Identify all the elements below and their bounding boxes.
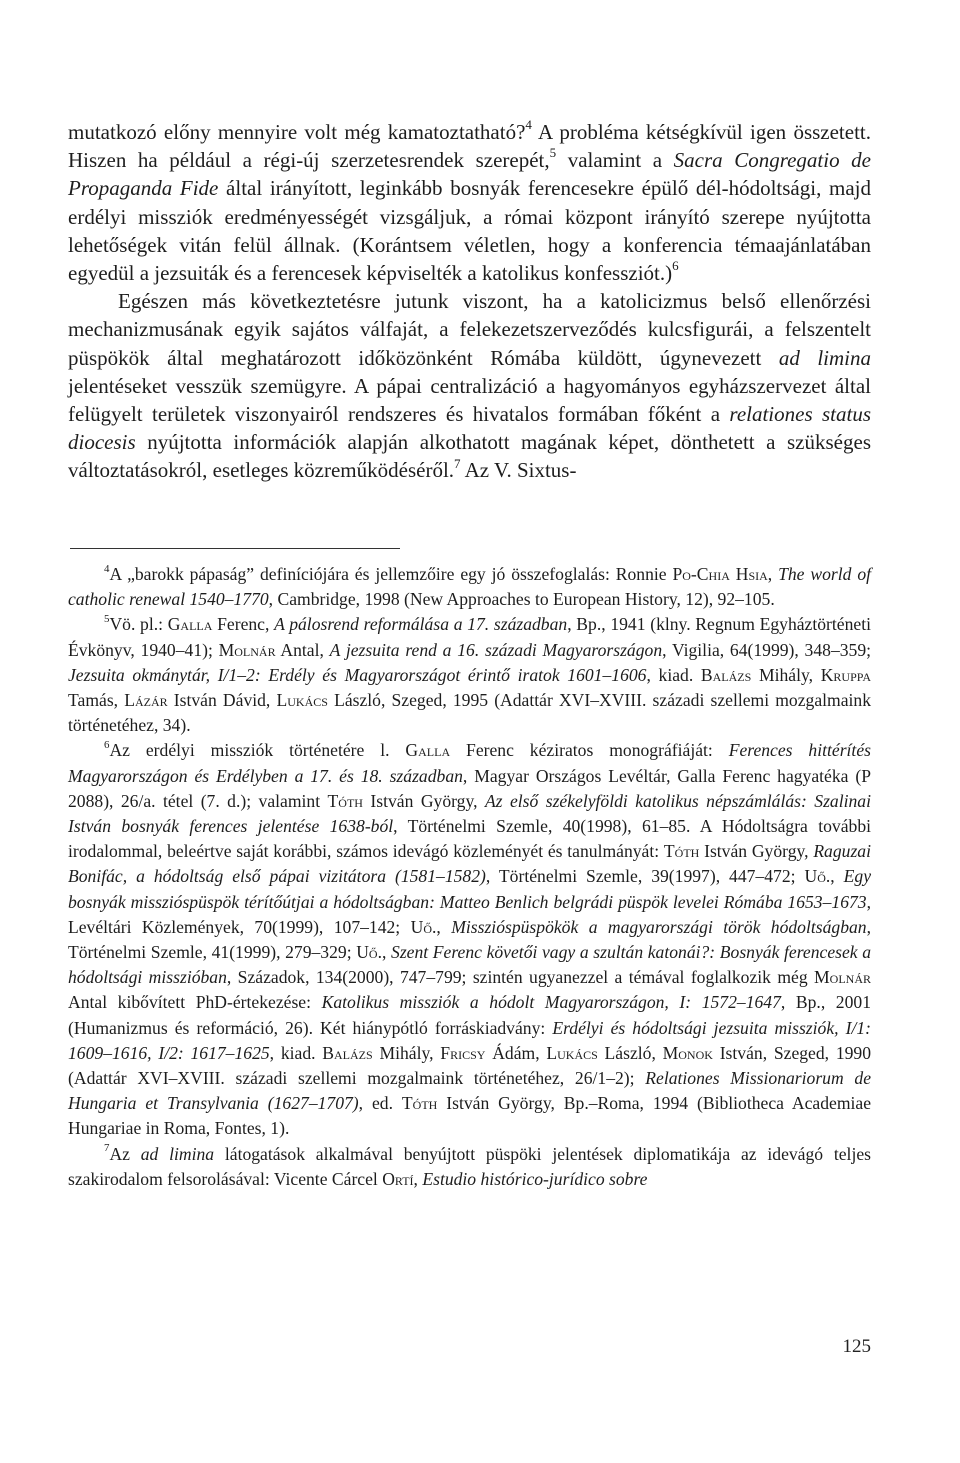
italic-title: A jezsuita rend a 16. századi Magyarországon: [329, 639, 663, 660]
text-run: , Cambridge, 1998 (New Approaches to European History, 12), 92–105.: [268, 589, 775, 610]
text-run: ,: [767, 564, 779, 584]
text-run: , Történelmi Szemle, 41(1999), 279–329;: [68, 916, 871, 963]
text-run: Az erdélyi missziók történetére l.: [109, 740, 406, 761]
author-name: Lukács: [276, 690, 328, 711]
author-name: Lukács: [546, 1042, 598, 1063]
footnote-number: 7: [104, 1142, 110, 1155]
text-run: mutatkozó előny mennyire volt még kamatoztatható?: [68, 120, 526, 144]
footnote-ref-6[interactable]: 6: [672, 258, 679, 274]
text-run: valamint a: [556, 148, 674, 173]
text-run: Antal,: [275, 639, 330, 660]
footnote-6: [68, 738, 871, 1141]
text-run: István György,: [699, 841, 814, 862]
text-run: Ferenc,: [212, 614, 275, 635]
text-run: Tamás,: [68, 690, 125, 711]
text-run: , Vigilia, 64(1999), 348–359;: [662, 639, 872, 660]
italic-title: Szent Ferenc követői vagy a szultán katonái?: Bosnyák ferencesek a hódoltsági misszióban: [68, 942, 872, 988]
text-run: Ferenc kéziratos monográfiáját:: [450, 740, 729, 761]
text-run: nyújtotta információk alapján alkothatott magának képet, dönthetett a szükséges változtatásokról, esetleges közreműködéséről.: [68, 430, 871, 483]
text-run: látogatások alkalmával benyújtott püspöki jelentések diplomatikája az idevágó teljes szakirodalom felsorolásával: Vicente Cárcel: [68, 1143, 871, 1189]
text-run: László,: [597, 1042, 663, 1063]
paragraph-1: [68, 118, 871, 287]
italic-term: ad limina: [778, 345, 871, 370]
italic-title: The world of catholic renewal 1540–1770: [68, 564, 872, 610]
text-run: István Dávid,: [167, 690, 277, 711]
author-name: Galla: [167, 614, 213, 635]
text-run: , Levéltári Közlemények, 70(1999), 107–142;: [68, 891, 871, 937]
italic-title: Raguzai Bonifác, a hódoltság első pápai vizitátora (1581–1582): [68, 841, 871, 887]
text-run: , Bp., 1941 (klny. Regnum Egyháztörténeti Évkönyv, 1940–41);: [68, 614, 871, 660]
footnote-5: [68, 612, 871, 738]
italic-title: Katolikus missziók a hódolt Magyarországon, I: 1572–1647: [321, 992, 781, 1013]
text-run: A probléma kétségkívül igen összetett. Hiszen ha például a régi-új szerzetesrendek szerepét,: [68, 120, 872, 173]
text-run: Antal kibővített PhD-értekezése:: [68, 992, 322, 1013]
author-name: Ortí: [382, 1168, 414, 1189]
author-name: Tóth: [401, 1093, 438, 1114]
footnote-number: 5: [104, 612, 110, 625]
italic-term: relationes status diocesis: [68, 402, 871, 455]
text-run: A „barokk pápaság” definíciójára és jellemzőire egy jó összefoglalás: Ronnie: [109, 564, 673, 584]
footnote-ref-7[interactable]: 7: [454, 455, 461, 471]
footnote-number: 4: [104, 562, 110, 575]
page-number: 125: [842, 1336, 871, 1357]
author-name: Lázár: [124, 690, 168, 711]
footnotes: [68, 562, 871, 1192]
text-run: ,: [830, 866, 844, 887]
footnote-ref-4[interactable]: 4: [525, 117, 532, 133]
text-run: , Történelmi Szemle, 39(1997), 447–472;: [485, 866, 805, 887]
italic-term: ad limina: [140, 1143, 215, 1164]
text-run: , Magyar Országos Levéltár, Galla Ferenc hagyatéka (P 2088), 26/a. tétel (7. d.); valamint: [68, 765, 871, 811]
paragraph-2: [68, 287, 871, 484]
italic-title: Egy bosnyák misszióspüspök térítőútjai a hódoltságban: Matteo Benlich belgrádi püspök levelei Rómába 1653–1673: [68, 866, 872, 912]
text-run: István György, Bp.–Roma, 1994 (Bibliotheca Academiae Hungariae in Roma, Fontes, 1).: [68, 1093, 872, 1139]
author-name: Tóth: [327, 790, 363, 811]
author-name: Balázs: [322, 1042, 373, 1063]
author-name: Kruppa: [820, 664, 871, 685]
text-run: Egészen más következtetésre jutunk viszont, ha a katolicizmus belső ellenőrzési mechanizmusának egyik sajátos válfaját, a felekezetszerveződés kulcsfigurái, a felszentelt püspökök által meghatározott időközönként Rómába küldött, úgynevezett: [68, 289, 871, 370]
italic-term: Sacra Congregatio de Propaganda Fide: [68, 148, 871, 201]
text-run: , kiad.: [646, 664, 701, 685]
author-name: Uő.: [356, 942, 382, 963]
footnote-4: [68, 562, 871, 612]
text-run: Az V. Sixtus-: [460, 458, 577, 483]
text-run: jelentéseket vesszük szemügyre. A pápai centralizáció a hagyományos egyházszervezet által felügyelt területek viszonyairól rendszeres és hivatalos formában főként a: [68, 373, 871, 427]
footnote-ref-5[interactable]: 5: [549, 145, 557, 161]
text-run: , Bp., 2001 (Humanizmus és reformáció, 26). Két hiánypótló forráskiadvány:: [68, 992, 871, 1038]
text-run: ,: [436, 916, 452, 937]
italic-title: Ferences hittérítés Magyarországon és Erdélyben a 17. és 18. században: [68, 740, 871, 786]
italic-title: Misszióspüspökök a magyarországi török hódoltságban: [451, 916, 867, 937]
italic-title: A pálosrend reformálása a 17. században: [274, 614, 568, 635]
footnote-number: 6: [104, 738, 110, 751]
text-run: által irányított, leginkább bosnyák ferencesekre épülő dél-hódoltsági, majd erdélyi missziók eredményességét vizsgáljuk, a római központ irányító szerepe nyújtotta lehetőségek vitán felül állnak. (Korántsem véletlen, hogy a konferencia témaajánlatában egyedül a jezsuiták és a ferencesek képviselték a katolikus konfessziót.): [68, 176, 871, 286]
author-name: Balázs: [700, 664, 752, 685]
text-run: , Történelmi Szemle, 40(1998), 61–85. A Hódoltságra további irodalommal, beleértve saját korábbi, számos idevágó közleményét és tanulmányát:: [68, 816, 872, 862]
footnote-7: [68, 1142, 871, 1192]
italic-title: Az első székelyföldi katolikus népszámlálás: Szalinai István bosnyák ferences jelentése 1638-ból: [68, 790, 871, 837]
italic-title: Estudio histórico-jurídico sobre: [422, 1168, 648, 1189]
author-name: Molnár: [814, 967, 871, 988]
text-run: Mihály,: [751, 664, 821, 685]
author-name: Uő.: [804, 866, 831, 887]
text-run: , kiad.: [269, 1042, 323, 1063]
text-run: Mihály,: [372, 1042, 441, 1063]
footnote-separator: [70, 548, 400, 549]
author-name: Tóth: [663, 841, 700, 862]
text-run: István, Szeged, 1990 (Adattár XVI–XVIII. századi szellemi mozgalmaink történetéhez, 26/1–2);: [68, 1042, 872, 1089]
author-name: Uő.: [410, 916, 437, 937]
text-run: ,: [413, 1168, 423, 1189]
italic-title: Relationes Missionariorum de Hungaria et Transylvania (1627–1707): [68, 1068, 872, 1114]
text-run: Ádám,: [485, 1042, 547, 1063]
text-run: ,: [382, 942, 392, 963]
text-run: , ed.: [358, 1093, 402, 1114]
text-run: Vö. pl.:: [109, 614, 168, 635]
author-name: Monok: [662, 1042, 713, 1063]
author-name: Galla: [405, 740, 451, 761]
text-run: István György,: [362, 790, 485, 811]
text-run: , Századok, 134(2000), 747–799; szintén ugyanezzel a témával foglalkozik még: [226, 967, 815, 988]
author-name: Po-Chia Hsia: [672, 564, 768, 584]
italic-title: Erdélyi és hódoltsági jezsuita missziók, I/1: 1609–1616, I/2: 1617–1625: [68, 1017, 872, 1063]
italic-title: Jezsuita okmánytár, I/1–2: Erdély és Magyarországot érintő iratok 1601–1606: [68, 664, 647, 685]
author-name: Molnár: [218, 639, 276, 660]
main-text: [68, 118, 871, 485]
text-run: Az: [109, 1143, 141, 1164]
author-name: Fricsy: [440, 1042, 486, 1063]
text-run: László, Szeged, 1995 (Adattár XVI–XVIII. századi szellemi mozgalmaink történetéhez, 34).: [68, 690, 872, 736]
